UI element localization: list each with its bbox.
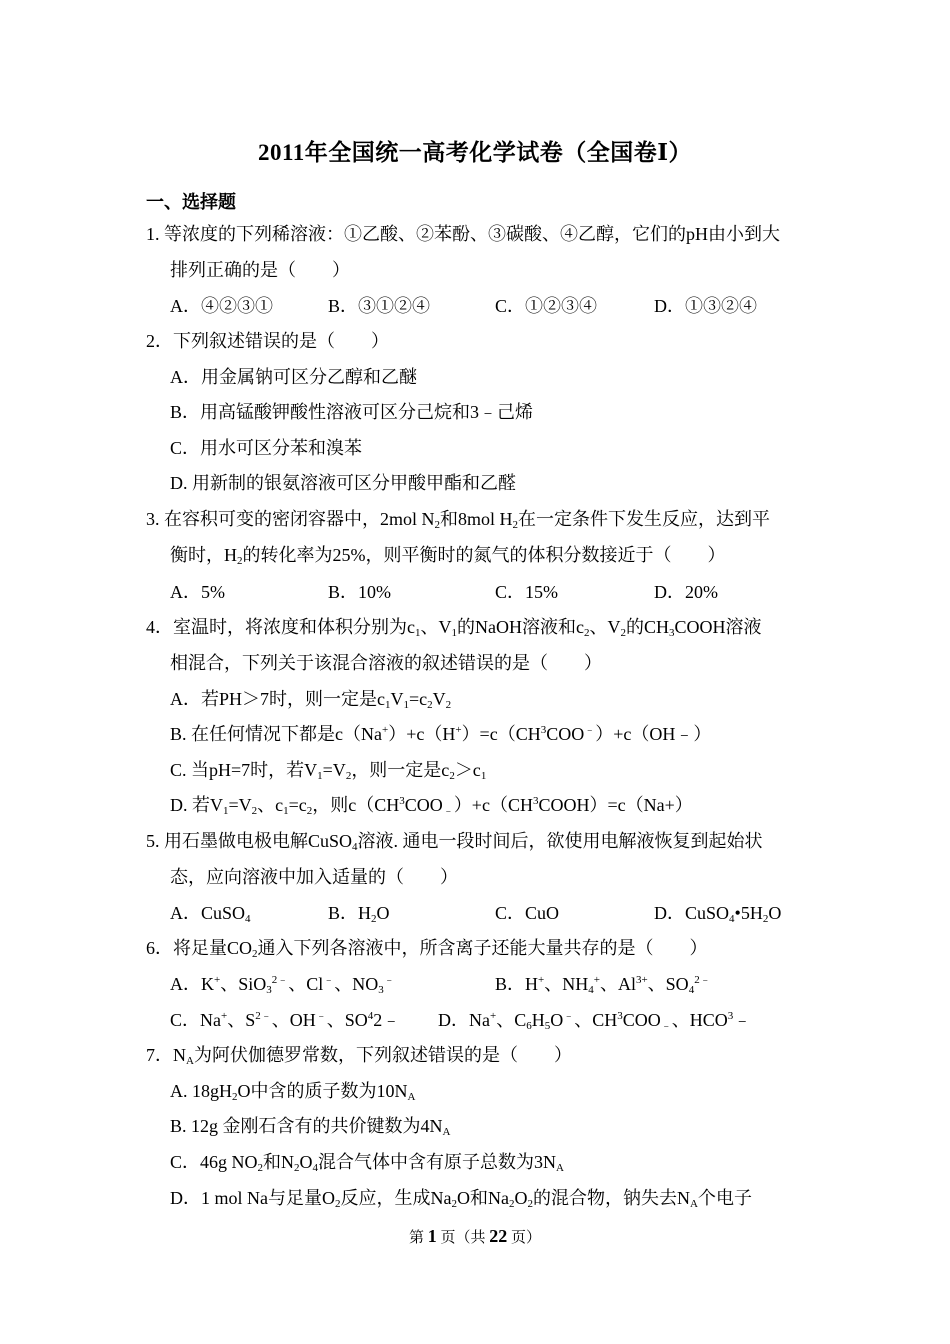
text: A．CuSO [170,903,246,923]
q6-option-d [438,1008,751,1032]
text: D．1 mol Na与足量O [170,1188,335,1208]
text: 6．将足量CO [146,938,253,958]
superscript: + [593,974,600,986]
text: 反应，生成Na [340,1188,452,1208]
superscript: ﹣ [383,974,395,986]
text: 的CH [625,617,669,637]
subscript: 2 [449,770,455,782]
question-5-line-2: 态，应向溶液中加入适量的（ ） [170,867,458,887]
q4-option-a [170,687,451,711]
text: O [299,1152,313,1172]
text: 为阿伏伽德罗常数，下列叙述错误的是（ ） [193,1045,572,1065]
text: =V [322,760,346,780]
subscript: 2 [237,555,243,567]
subscript: 2 [232,1091,238,1103]
text: O中含的质子数为10N [237,1081,408,1101]
section-heading: 一、选择题 [146,192,236,212]
subscript: 5 [544,1020,551,1032]
subscript: 2 [345,770,352,782]
subscript: 4 [688,984,695,996]
superscript: + [221,1010,228,1022]
q5-option-c: C．CuO [495,903,560,923]
text: O [514,1188,528,1208]
text: ，则一定是c [351,760,450,780]
subscript: 2 [306,805,313,817]
subscript: A [186,1055,194,1067]
subscript: ﹣ [660,1020,672,1032]
text: •5H [734,903,763,923]
text: COO [404,795,443,815]
text: V [432,689,446,709]
text: 、Cl [288,974,324,994]
text: 、V [420,617,452,637]
subscript: 4 [245,913,251,925]
superscript: + [455,724,462,736]
text: H [531,1010,545,1030]
superscript: 3 [540,724,547,736]
q2-option-c: C．用水可区分苯和溴苯 [170,438,363,458]
subscript: 2 [527,1198,533,1210]
subscript: 2 [512,519,519,531]
subscript: 3 [378,984,384,996]
text: O [376,903,390,923]
subscript: 2 [371,913,377,925]
question-7-line-1 [146,1043,572,1067]
subscript: 1 [480,770,487,782]
superscript: + [490,1010,497,1022]
subscript: 3 [669,627,675,639]
text: 5. 用石墨做电极电解CuSO [146,831,353,851]
superscript: ﹣ [584,724,596,736]
q3-option-b: B．10% [328,582,391,602]
text: COO [546,724,585,744]
subscript: 4 [729,913,735,925]
text: 、NO [334,974,379,994]
q5-option-a [170,901,251,925]
superscript: 4 [367,1010,374,1022]
text: C．Na [170,1010,221,1030]
subscript: A [407,1091,416,1103]
text: =V [228,795,252,815]
subscript: 2 [509,1198,515,1210]
text: 、Al [599,974,636,994]
subscript: 2 [294,1162,300,1174]
q1-option-c: C．①②③④ [495,296,598,316]
text: 的转化率为25%，则平衡时的氮气的体积分数接近于（ ） [242,545,726,565]
q4-option-d [170,793,693,817]
subscript: 2 [434,519,440,531]
q3-option-a: A．5% [170,582,225,602]
question-1-line-1: 1. 等浓度的下列稀溶液：①乙酸、②苯酚、③碳酸、④乙醇，它们的pH由小到大 [146,224,780,244]
superscript: 3 [532,795,539,807]
q7-option-b [170,1114,450,1138]
subscript: 4 [588,984,594,996]
subscript: 6 [526,1020,532,1032]
q2-option-a: A．用金属钠可区分乙醇和乙醚 [170,367,417,387]
text: O [550,1010,564,1030]
superscript: + [214,974,221,986]
q3-option-d: D．20% [654,582,718,602]
subscript: ﹣ [442,805,454,817]
text: B．H [495,974,539,994]
text: + [664,795,675,815]
text: ﹣ [675,724,694,744]
subscript: 2 [427,699,433,711]
text: 2﹣ [373,1010,401,1030]
text: 、V [589,617,621,637]
text: B. 在任何情况下都是c（Na [170,724,382,744]
text: B. 12g 金刚石含有的共价键数为4N [170,1116,443,1136]
subscript: 1 [451,627,457,639]
superscript: 2﹣ [271,974,289,986]
q6-option-b [495,972,711,996]
subscript: 2 [620,627,626,639]
superscript: 2﹣ [255,1010,272,1022]
text: C．46g NO [170,1152,258,1172]
subscript: A [690,1198,698,1210]
subscript: 2 [257,1162,264,1174]
text: D. 若V [170,795,223,815]
subscript: 2 [762,913,769,925]
subscript: 2 [251,805,258,817]
superscript: 3 [399,795,405,807]
question-4-line-1 [146,615,762,639]
superscript: 3 [727,1010,734,1022]
q7-option-d [170,1186,752,1210]
text: ﹣ [733,1010,752,1030]
question-2-line-1: 2．下列叙述错误的是（ ） [146,331,389,351]
subscript: 2 [252,948,258,960]
question-1-line-2: 排列正确的是（ ） [170,260,350,280]
question-4-line-2: 相混合，下列关于该混合溶液的叙述错误的是（ ） [170,653,602,673]
text: 、CH [574,1010,618,1030]
text: ） [674,795,693,815]
subscript: 1 [385,699,391,711]
text: COO [622,1010,661,1030]
superscript: 2﹣ [694,974,711,986]
text: 、c [257,795,284,815]
superscript: 3 [617,1010,623,1022]
text: 和N [263,1152,295,1172]
subscript: 2 [445,699,452,711]
superscript: + [381,724,389,736]
text: COOH）=c（Na [538,795,665,815]
text: 的NaOH溶液和c [457,617,584,637]
text: D．Na [438,1010,490,1030]
q5-option-d [654,901,781,925]
q4-option-c [170,758,486,782]
footer-suffix: 页） [511,1230,542,1246]
text: ）+c（OH [595,724,676,744]
text: 个电子 [697,1188,752,1208]
text: ，则c（CH [312,795,400,815]
text: 、NH [544,974,589,994]
text: C. 当pH=7时，若V [170,760,318,780]
question-5-line-1 [146,829,763,853]
question-3-line-1 [146,507,770,531]
page-footer [0,1226,950,1247]
text: 、S [227,1010,256,1030]
q7-option-a [170,1079,415,1103]
subscript: 3 [266,984,272,996]
q2-option-d: D. 用新制的银氨溶液可区分甲酸甲酯和乙醛 [170,473,516,493]
subscript: 4 [312,1162,319,1174]
text: ）+c（CH [453,795,533,815]
superscript: ﹣ [315,1010,327,1022]
footer-mid: 页（共 [440,1230,486,1246]
subscript: 1 [283,805,289,817]
subscript: 2 [335,1198,341,1210]
text: 、HCO [671,1010,728,1030]
subscript: 1 [403,699,409,711]
q5-option-b [328,901,390,925]
q6-option-c [170,1008,400,1032]
text: ） [693,724,712,744]
superscript: + [538,974,545,986]
question-3-line-2 [170,543,726,567]
text: =c [288,795,307,815]
question-6-line-1 [146,936,708,960]
text: 在一定条件下发生反应，达到平 [518,509,771,529]
text: O [768,903,782,923]
text: 、C [496,1010,527,1030]
superscript: ﹣ [323,974,335,986]
text: D．CuSO [654,903,730,923]
subscript: 1 [317,770,323,782]
q1-option-d: D．①③②④ [654,296,757,316]
q7-option-c [170,1150,564,1174]
text: ）+c（H [388,724,456,744]
text: 3. 在容积可变的密闭容器中，2mol N [146,509,435,529]
text: 、OH [271,1010,316,1030]
subscript: 2 [583,627,590,639]
text: O和Na [457,1188,509,1208]
subscript: A [442,1126,451,1138]
text: V [390,689,404,709]
q1-option-b: B．③①②④ [328,296,431,316]
q2-option-b: B．用高锰酸钾酸性溶液可区分己烷和3﹣己烯 [170,402,534,422]
text: 混合气体中含有原子总数为3N [318,1152,557,1172]
q1-option-a: A．④②③① [170,296,273,316]
text: 衡时，H [170,545,237,565]
subscript: 1 [415,627,421,639]
text: 、SO [326,1010,368,1030]
text: =c [409,689,428,709]
total-pages: 22 [489,1226,508,1246]
subscript: 4 [352,841,358,853]
text: 通入下列各溶液中，所含离子还能大量共存的是（ ） [257,938,708,958]
subscript: 2 [451,1198,457,1210]
q4-option-b [170,722,711,746]
text: A. 18gH [170,1081,232,1101]
text: A．K [170,974,214,994]
text: 溶液. 通电一段时间后，欲使用电解液恢复到起始状 [357,831,763,851]
q6-option-a [170,972,395,996]
text: ＞c [454,760,481,780]
subscript: 1 [223,805,229,817]
text: ）=c（CH [461,724,541,744]
text: COOH溶液 [674,617,762,637]
q3-option-c: C．15% [495,582,558,602]
text: 4．室温时，将浓度和体积分别为c [146,617,415,637]
text: 和8mol H [440,509,513,529]
text: 7．N [146,1045,186,1065]
page-number: 1 [427,1226,437,1246]
text: B．H [328,903,372,923]
text: A．若PH＞7时，则一定是c [170,689,385,709]
superscript: 3+ [635,974,648,986]
subscript: A [556,1162,564,1174]
superscript: ﹣ [563,1010,575,1022]
page-title: 2011年全国统一高考化学试卷（全国卷Ⅰ） [258,140,692,165]
text: 的混合物，钠失去N [533,1188,690,1208]
text: 、SiO [220,974,267,994]
text: 、SO [647,974,689,994]
footer-prefix: 第 [408,1230,424,1246]
